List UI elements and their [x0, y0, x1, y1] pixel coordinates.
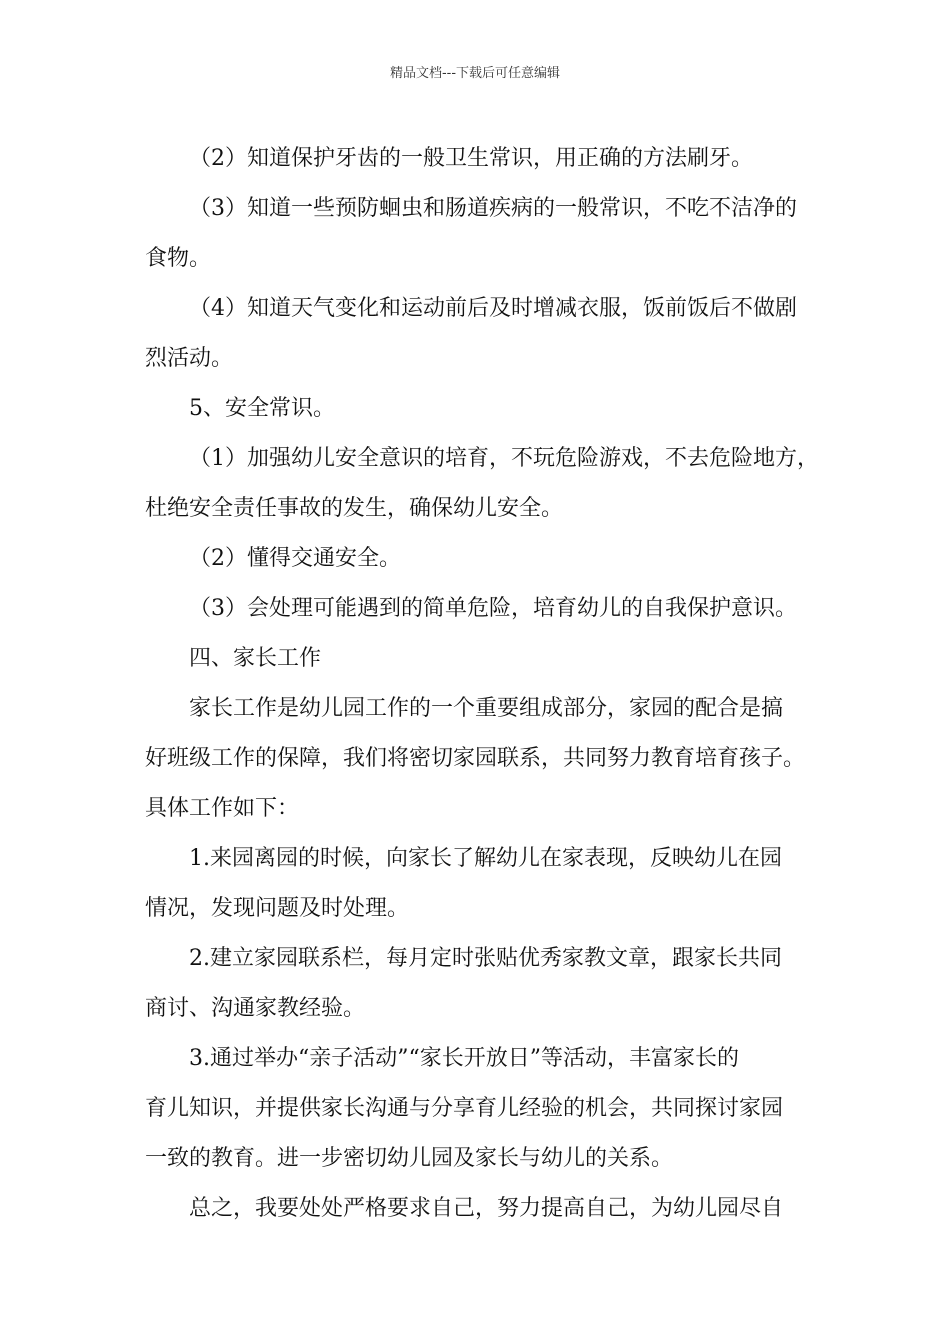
page-header: 精品文档---下载后可任意编辑 — [389, 66, 561, 81]
text-line: 家长工作是幼儿园工作的一个重要组成部分，家园的配合是搞 — [189, 696, 784, 721]
text-line: （4）知道天气变化和运动前后及时增减衣服，饭前饭后不做剧 — [189, 296, 797, 321]
text-line: 杜绝安全责任事故的发生，确保幼儿安全。 — [145, 496, 564, 521]
paragraph — [145, 384, 825, 434]
paragraph — [145, 1184, 825, 1234]
text-line: 四、家长工作 — [189, 646, 322, 671]
text-line: （2）知道保护牙齿的一般卫生常识，用正确的方法刷牙。 — [189, 146, 753, 171]
document-body — [145, 134, 825, 1234]
text-line: （3）会处理可能遇到的简单危险，培育幼儿的自我保护意识。 — [189, 596, 797, 621]
paragraph — [145, 184, 825, 284]
paragraph — [145, 834, 825, 934]
text-line: 5、安全常识。 — [189, 396, 335, 421]
text-line: （3）知道一些预防蛔虫和肠道疾病的一般常识，不吃不洁净的 — [189, 196, 797, 221]
text-line: 好班级工作的保障，我们将密切家园联系，共同努力教育培育孩子。 — [145, 746, 806, 771]
text-line: （2）懂得交通安全。 — [189, 546, 401, 571]
paragraph — [145, 1034, 825, 1184]
text-line: 具体工作如下： — [145, 796, 300, 821]
paragraph — [145, 284, 825, 384]
text-line: 商讨、沟通家教经验。 — [145, 996, 366, 1021]
paragraph — [145, 584, 825, 634]
text-line: 3.通过举办“亲子活动”“家长开放日”等活动，丰富家长的 — [189, 1046, 739, 1071]
text-line: 情况，发现问题及时处理。 — [145, 896, 410, 921]
text-line: 总之，我要处处严格要求自己，努力提高自己，为幼儿园尽自 — [189, 1196, 784, 1221]
paragraph — [145, 684, 825, 834]
paragraph — [145, 134, 825, 184]
paragraph — [145, 934, 825, 1034]
text-line: （1）加强幼儿安全意识的培育，不玩危险游戏，不去危险地方， — [189, 446, 819, 471]
paragraph — [145, 534, 825, 584]
text-line: 一致的教育。进一步密切幼儿园及家长与幼儿的关系。 — [145, 1146, 674, 1171]
section-heading — [145, 634, 825, 684]
text-line: 2.建立家园联系栏，每月定时张贴优秀家教文章，跟家长共同 — [189, 946, 782, 971]
text-line: 1.来园离园的时候，向家长了解幼儿在家表现，反映幼儿在园 — [189, 846, 782, 871]
text-line: 烈活动。 — [145, 346, 234, 371]
text-line: 育儿知识，并提供家长沟通与分享育儿经验的机会，共同探讨家园 — [145, 1096, 784, 1121]
paragraph — [145, 434, 825, 534]
text-line: 食物。 — [145, 246, 212, 271]
